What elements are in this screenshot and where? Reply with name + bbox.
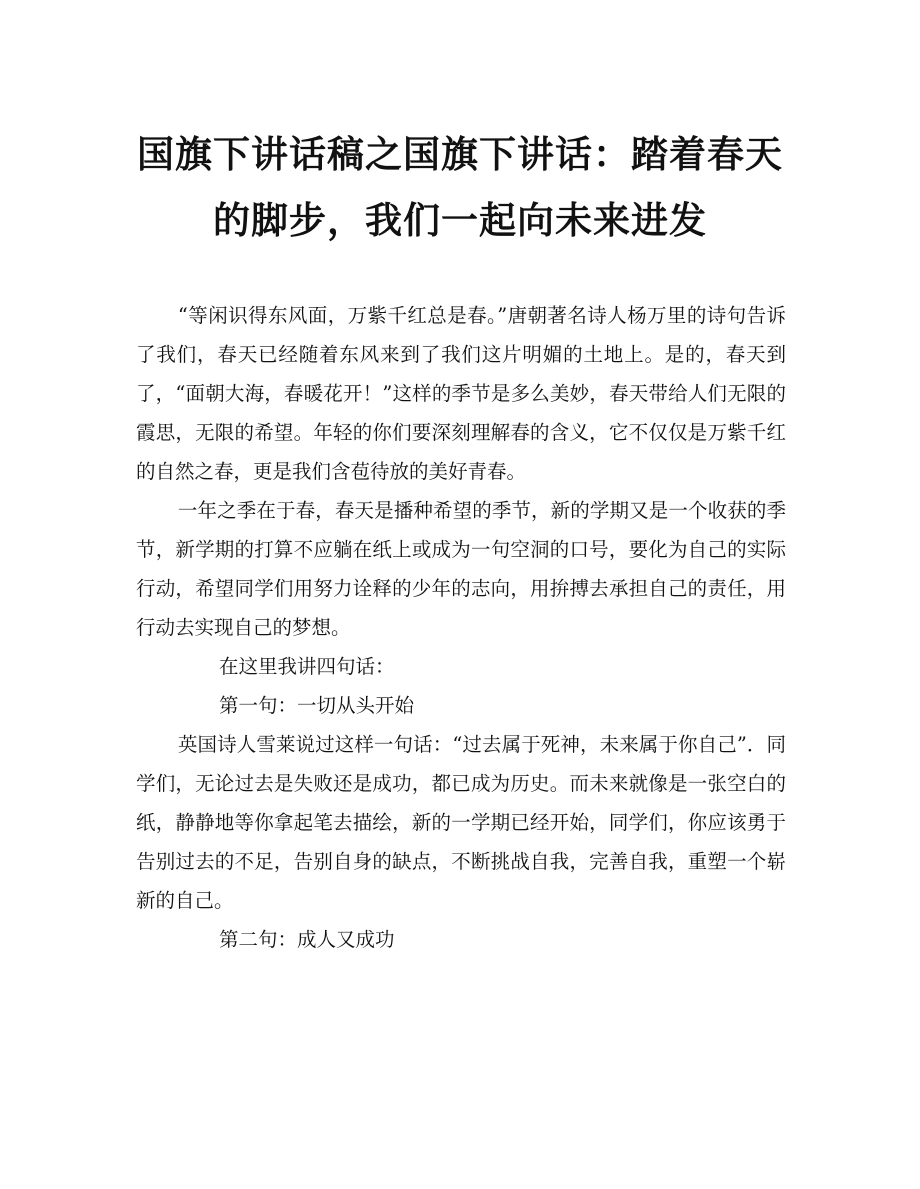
paragraph-second-sentence-heading: 第二句：成人又成功 (219, 928, 395, 951)
document-title: 国旗下讲话稿之国旗下讲话：踏着春天的脚步，我们一起向未来进发 (137, 133, 783, 242)
paragraph-four-sentences-intro: 在这里我讲四句话： (219, 655, 395, 678)
paragraph-spring-poem: “等闲识得东风面，万紫千红总是春。”唐朝著名诗人杨万里的诗句告诉了我们，春天已经随着东风来到了我们这片明媚的土地上。是的，春天到了，“面朝大海，春暖花开！”这样的季节是多么美妙，春天带给人们无限的霞思，无限的希望。年轻的你们要深刻理解春的含义，它不仅仅是万紫千红的自然之春，更是我们含苞待放的美好青春。 (136, 304, 786, 483)
document-body (136, 296, 786, 959)
paragraph-first-sentence-heading: 第一句：一切从头开始 (219, 694, 415, 717)
paragraph-new-semester: 一年之季在于春，春天是播种希望的季节，新的学期又是一个收获的季节，新学期的打算不应躺在纸上或成为一句空洞的口号，要化为自己的实际行动，希望同学们用努力诠释的少年的志向，用拚搏去承担自己的责任，用行动去实现自己的梦想。 (136, 499, 786, 639)
paragraph-shelley-quote: 英国诗人雪莱说过这样一句话：“过去属于死神，未来属于你自己”．同学们，无论过去是失败还是成功，都已成为历史。而未来就像是一张空白的纸，静静地等你拿起笔去描绘，新的一学期已经开始，同学们，你应该勇于告别过去的不足，告别自身的缺点，不断挑战自我，完善自我，重塑一个崭新的自己。 (136, 733, 786, 912)
